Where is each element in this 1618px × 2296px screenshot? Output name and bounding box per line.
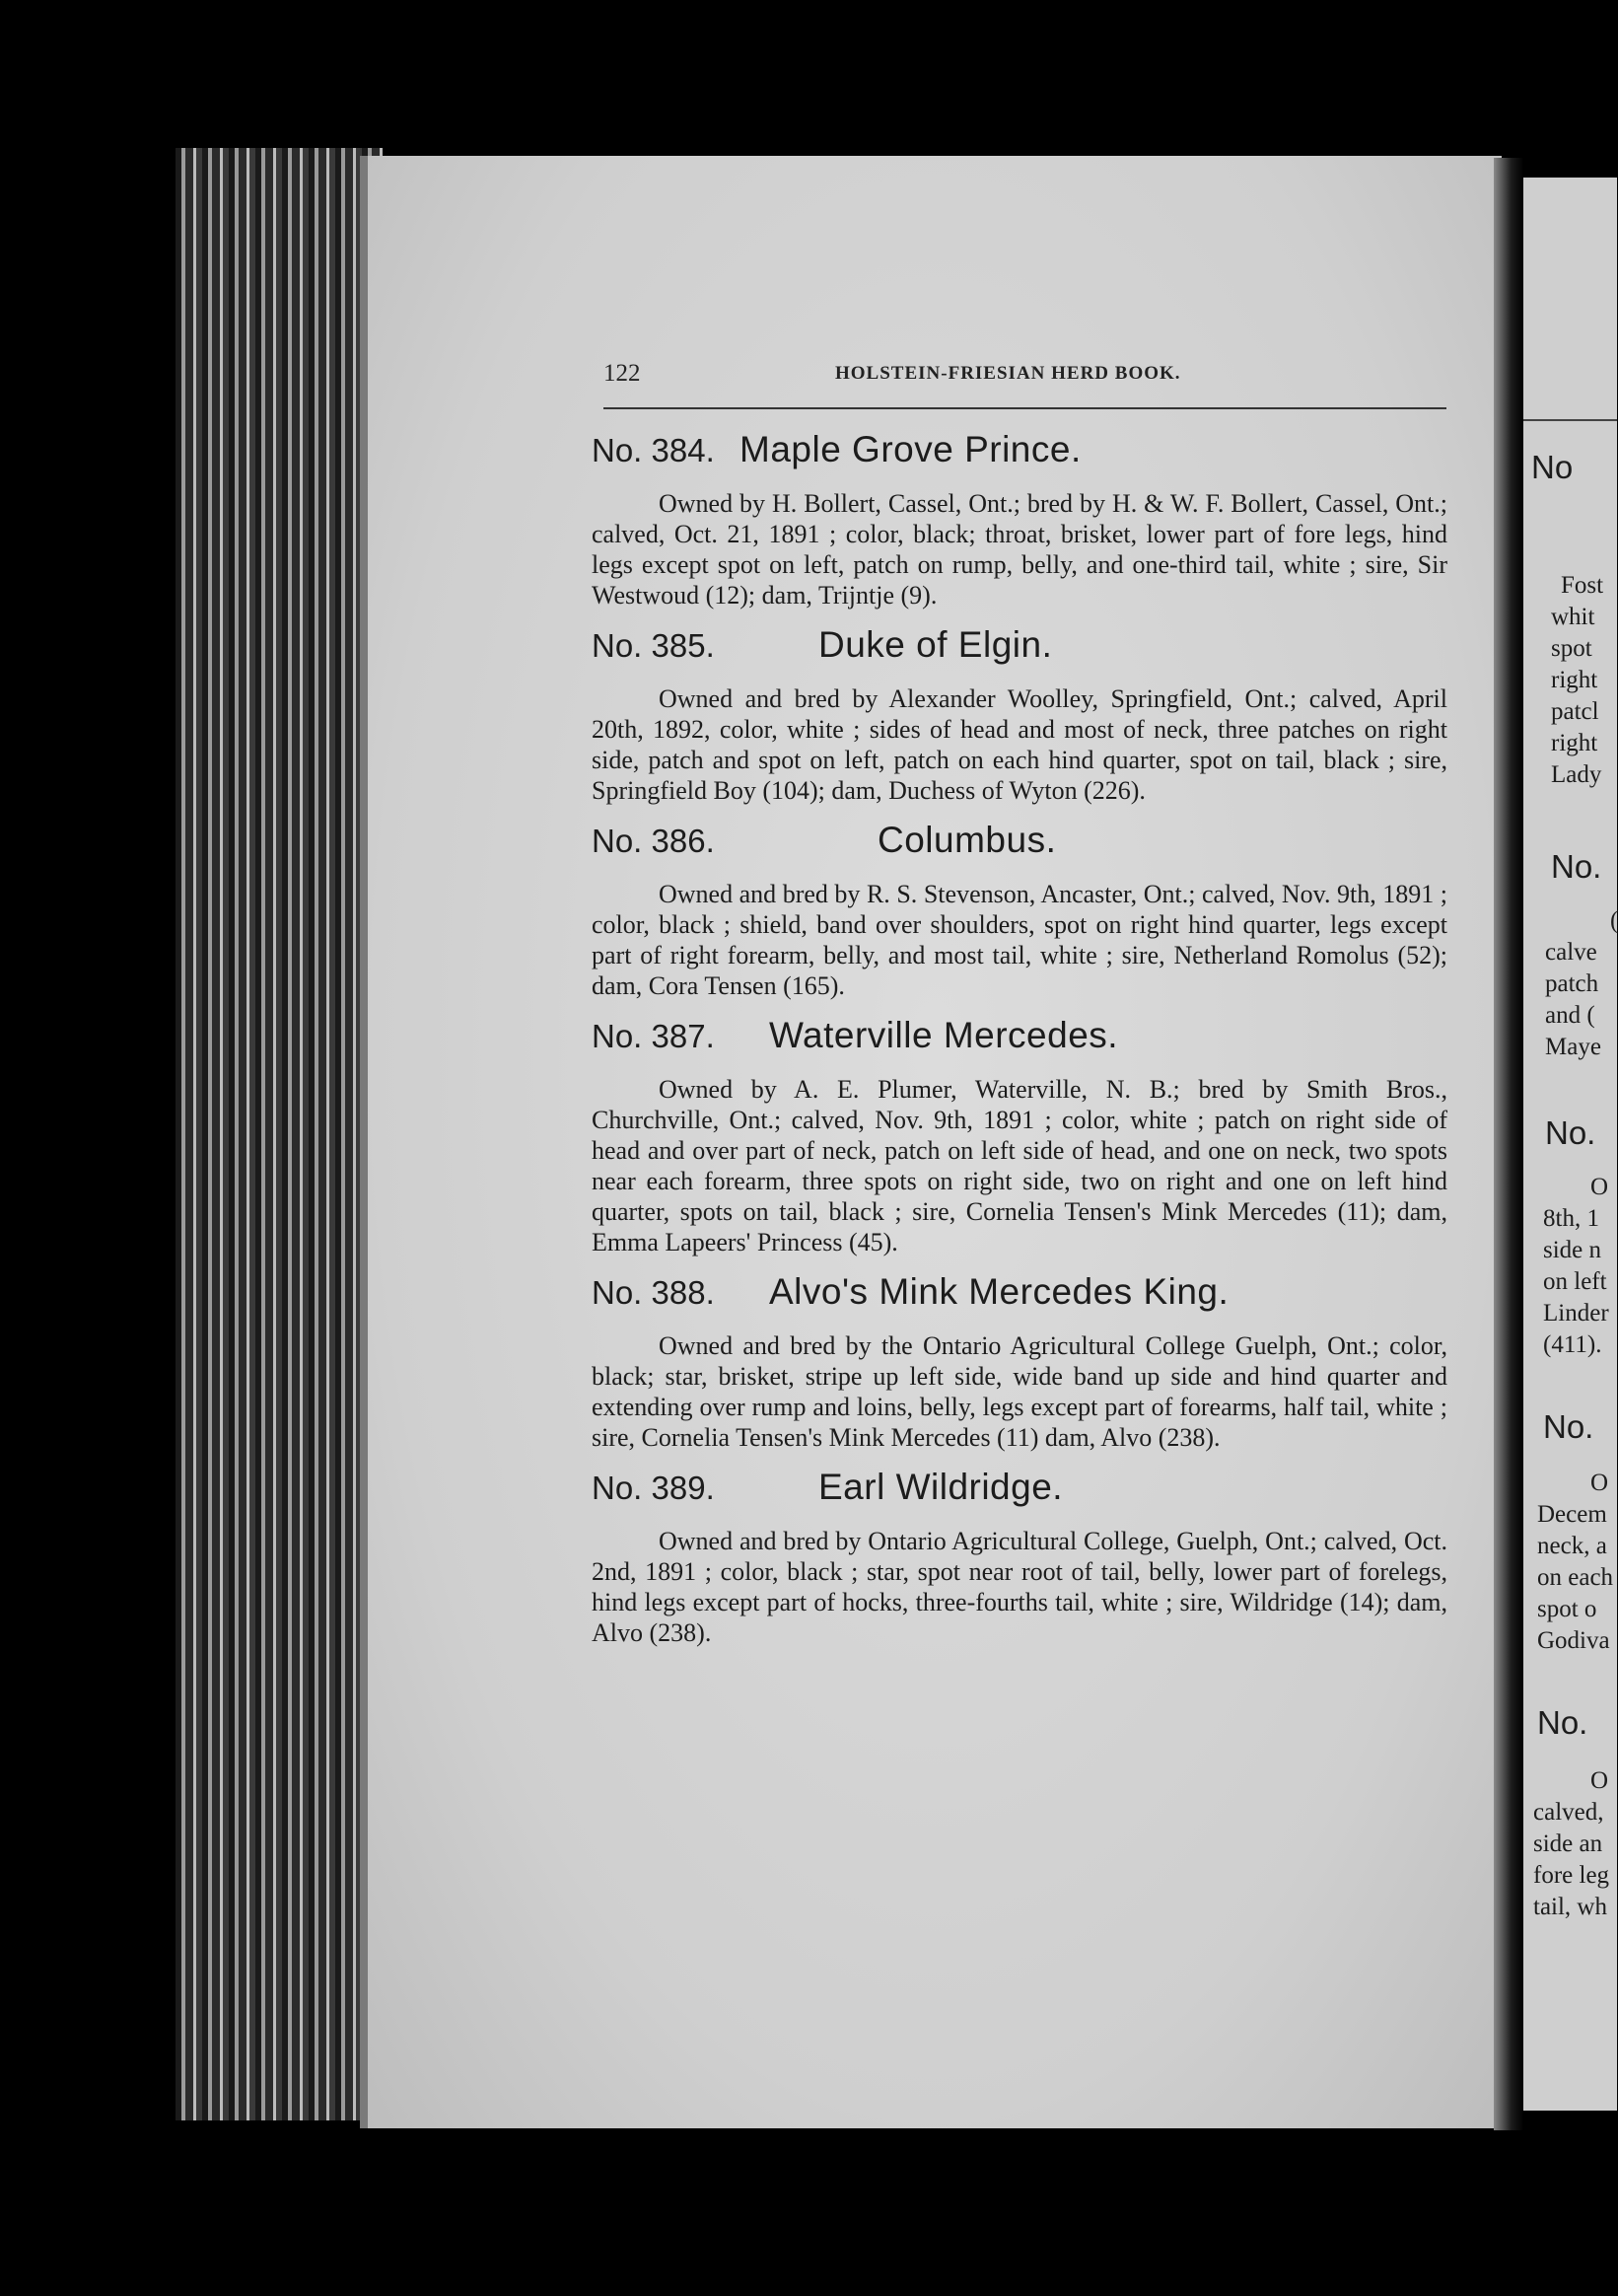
right-page-text: O: [1590, 1174, 1609, 1200]
right-page-text: side n: [1543, 1237, 1602, 1263]
right-page-text: side an: [1533, 1830, 1603, 1857]
entry-number: No. 384.: [592, 432, 715, 468]
entry-description: Owned by A. E. Plumer, Waterville, N. B.; bred by Smith Bros., Churchville, Ont.; calved, Nov. 9th, 1891 ; color, white ; patch on right side of head and over part of neck, patch on left side of head, and one on neck, two spots near each forearm, three spots on right side, two on right and one on left hind quarter, spots on tail, black ; sire, Cornelia Tensen's Mink Mercedes (11); dam, Emma Lapeers' Princess (45).: [592, 1075, 1447, 1256]
entry-number: No. 385.: [592, 627, 715, 664]
right-page-text: 8th, 1: [1543, 1205, 1599, 1232]
right-page-text: Lady: [1551, 761, 1602, 788]
entry-description: Owned and bred by Alexander Woolley, Springfield, Ont.; calved, April 20th, 1892, color, white ; sides of head and most of neck, three patches on right side, patch and spot on left, patch on each hind quarter, spot on tail, black ; sire, Springfield Boy (104); dam, Duchess of Wyton (226).: [592, 684, 1447, 805]
right-page-heading: No.: [1543, 1408, 1594, 1445]
entry-name: Earl Wildridge.: [818, 1467, 1064, 1507]
right-page-text: (: [1610, 907, 1618, 934]
running-title: HOLSTEIN-FRIESIAN HERD BOOK.: [835, 363, 1181, 384]
entry-description: Owned and bred by Ontario Agricultural College, Guelph, Ont.; calved, Oct. 2nd, 1891 ; color, black ; star, spot near root of tail, belly, lower part of forelegs, hind legs except part of hocks, three-fourths tail, white ; sire, Wildridge (14); dam, Alvo (238).: [592, 1527, 1447, 1647]
herd-book-entries: [592, 429, 1447, 1662]
entry-385: [592, 624, 1447, 806]
page-number: 122: [603, 360, 641, 387]
right-page-header-rule: [1523, 419, 1617, 421]
entry-name: Alvo's Mink Mercedes King.: [769, 1271, 1230, 1312]
right-page-text: on each: [1537, 1564, 1614, 1591]
entry-description: Owned and bred by the Ontario Agricultural College Guelph, Ont.; color, black; star, brisket, stripe up left side, wide band up side and hind quarter and extending over rump and loins, belly, legs except part of forearms, half tail, white ; sire, Cornelia Tensen's Mink Mercedes (11) dam, Alvo (238).: [592, 1331, 1447, 1452]
right-page-text: Decem: [1537, 1501, 1607, 1528]
right-page-heading: No.: [1545, 1114, 1596, 1151]
entry-name: Columbus.: [878, 820, 1057, 860]
right-page-text: and (: [1545, 1002, 1595, 1029]
book-gutter: [1494, 158, 1523, 2130]
right-page-text: Maye: [1545, 1034, 1601, 1060]
right-page-text: Fost: [1561, 572, 1604, 599]
entry-description: Owned by H. Bollert, Cassel, Ont.; bred by H. & W. F. Bollert, Cassel, Ont.; calved, Oct. 21, 1891 ; color, black; throat, brisket, lower part of fore legs, hind legs except spot on left, patch on rump, belly, and one-third tail, white ; sire, Sir Westwoud (12); dam, Trijntje (9).: [592, 489, 1447, 610]
right-page-text: on left: [1543, 1268, 1607, 1295]
book-page-edges: [176, 148, 383, 2120]
right-page-heading: No.: [1537, 1704, 1588, 1741]
entry-386: [592, 820, 1447, 1001]
right-page-text: tail, wh: [1533, 1894, 1607, 1920]
entry-387: [592, 1015, 1447, 1257]
right-page-text: (411).: [1543, 1331, 1602, 1358]
entry-number: No. 388.: [592, 1274, 715, 1311]
right-page-text: O: [1590, 1470, 1609, 1496]
right-page-heading: No.: [1551, 848, 1602, 885]
right-page-text: right: [1551, 730, 1598, 756]
right-page-text: O: [1590, 1767, 1609, 1794]
page-header: [603, 360, 1446, 409]
right-page-text: right: [1551, 667, 1598, 693]
right-page-heading: No: [1531, 449, 1574, 485]
entry-384: [592, 429, 1447, 610]
right-page-text: calve: [1545, 939, 1597, 966]
entry-389: [592, 1467, 1447, 1648]
entry-number: No. 386.: [592, 823, 715, 859]
right-page-text: spot: [1551, 635, 1592, 662]
entry-name: Waterville Mercedes.: [769, 1015, 1119, 1055]
right-page-text: spot o: [1537, 1596, 1597, 1622]
right-page-fragment: [1523, 178, 1617, 2111]
right-page-text: neck, a: [1537, 1533, 1607, 1559]
right-page-text: Linder: [1543, 1300, 1609, 1327]
right-page-text: fore leg: [1533, 1862, 1610, 1889]
entry-number: No. 389.: [592, 1470, 715, 1506]
entry-number: No. 387.: [592, 1018, 715, 1054]
entry-name: Duke of Elgin.: [818, 624, 1053, 665]
right-page-text: patch: [1545, 970, 1599, 997]
right-page-text: patcl: [1551, 698, 1599, 725]
entry-name: Maple Grove Prince.: [739, 429, 1082, 469]
right-page-text: whit: [1551, 604, 1595, 630]
right-page-text: Godiva: [1537, 1627, 1610, 1654]
right-page-text: calved,: [1533, 1799, 1604, 1826]
entry-description: Owned and bred by R. S. Stevenson, Ancaster, Ont.; calved, Nov. 9th, 1891 ; color, black ; shield, band over shoulders, spot on right hind quarter, legs except part of right forearm, belly, and most tail, white ; sire, Netherland Romolus (52); dam, Cora Tensen (165).: [592, 880, 1447, 1000]
entry-388: [592, 1271, 1447, 1453]
